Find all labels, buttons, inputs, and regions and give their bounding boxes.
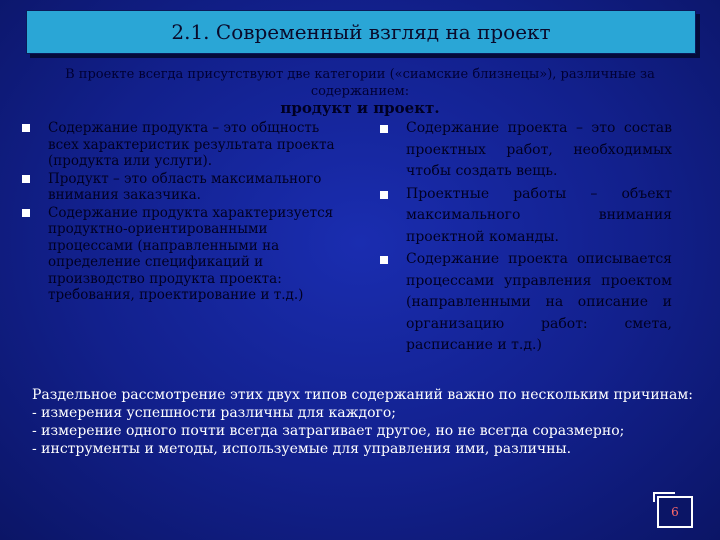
square-bullet-icon bbox=[22, 175, 30, 183]
intro-line-1: В проекте всегда присутствуют две категории («сиамские близнецы»), различные за содержанием: bbox=[65, 67, 655, 99]
page-number-badge bbox=[657, 496, 693, 528]
list-item-text: Содержание продукта характеризуется продуктно-ориентированными процессами (направленными на определение спецификаций и производство продукта проекта: требования, проектирование и т.д.) bbox=[48, 204, 334, 303]
conclusion-text bbox=[32, 386, 702, 458]
list-item bbox=[380, 118, 672, 183]
list-item-text: Содержание проекта описывается процессами управления проектом (направленными на описание и организацию работ: смета, расписание и т.д.) bbox=[406, 251, 672, 353]
list-item-text: Проектные работы – объект максимального внимания проектной команды. bbox=[406, 185, 672, 245]
list-item bbox=[22, 120, 342, 170]
list-item bbox=[22, 205, 342, 304]
conclusion-line: - измерения успешности различны для каждого; bbox=[32, 405, 396, 421]
slide-title bbox=[26, 10, 696, 54]
square-bullet-icon bbox=[22, 124, 30, 132]
list-item bbox=[380, 184, 672, 249]
slide-title-text: 2.1. Современный взгляд на проект bbox=[171, 20, 551, 44]
right-bullet-list bbox=[380, 118, 672, 358]
page-number: 6 bbox=[671, 505, 679, 519]
conclusion-line: - инструменты и методы, используемые для управления ими, различны. bbox=[32, 441, 572, 457]
list-item bbox=[380, 249, 672, 357]
intro-line-2: продукт и проект. bbox=[280, 99, 440, 117]
square-bullet-icon bbox=[380, 125, 388, 133]
left-bullet-list bbox=[22, 120, 342, 305]
square-bullet-icon bbox=[380, 256, 388, 264]
intro-text bbox=[20, 66, 700, 117]
list-item-text: Продукт – это область максимального внимания заказчика. bbox=[48, 170, 322, 203]
square-bullet-icon bbox=[22, 209, 30, 217]
conclusion-line: - измерение одного почти всегда затрагивает другое, но не всегда соразмерно; bbox=[32, 423, 625, 439]
list-item bbox=[22, 171, 342, 204]
conclusion-line: Раздельное рассмотрение этих двух типов содержаний важно по нескольким причинам: bbox=[32, 387, 693, 403]
square-bullet-icon bbox=[380, 191, 388, 199]
list-item-text: Содержание проекта – это состав проектных работ, необходимых чтобы создать вещь. bbox=[406, 120, 672, 179]
list-item-text: Содержание продукта – это общность всех характеристик результата проекта (продукта или услуги). bbox=[48, 120, 335, 169]
